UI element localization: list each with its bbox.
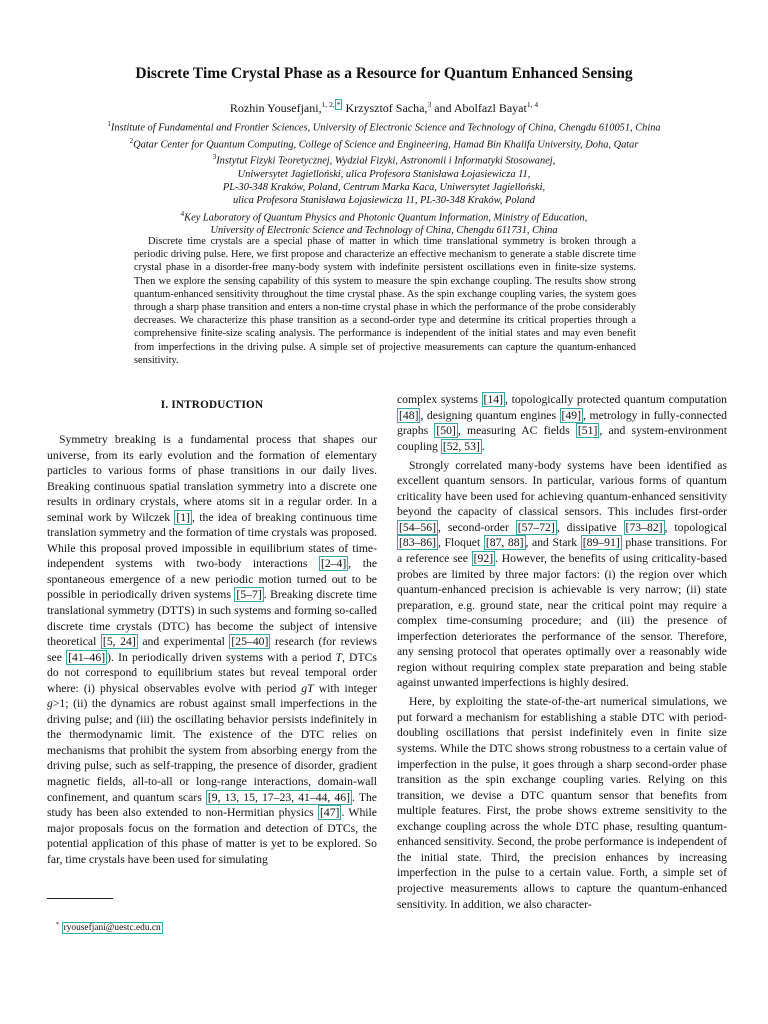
affiliation-list [60,118,708,238]
paper-title: Discrete Time Crystal Phase as a Resource for Quantum Enhanced Sensing [135,65,633,82]
affiliation-line [60,168,708,181]
citation-link[interactable]: [49] [561,408,582,422]
footnote-email-link[interactable]: ryousefjani@uestc.edu.cn [63,923,161,934]
footnote [56,919,163,934]
citation-link[interactable]: [9, 13, 15, 17–23, 41–44, 46] [207,790,351,804]
affiliation-line [60,135,708,152]
math-symbol: T [335,650,342,664]
body-paragraph: Symmetry breaking is a fundamental process that shapes our universe, from its early evolution and the formation of elementary particles to various forms of phase transitions in our daily lives. Breaking continuous spatial translation symmetry into a discrete one results in ordinary crystals, where atoms sit in a regular order. In a seminal work by Wilczek [1] , the idea of breaking continuous time translation symmetry and the formation of time crystals was proposed. While this proposal proved impossible in equilibrium states of time-independent systems with two-body interactions [2–4] , the spontaneous emergence of a new periodic motion turned out to be possible in periodically driven systems [5–7] . Breaking discrete time translational symmetry (DTTS) in such systems and forming so-called discrete time crystals (DTC) has become the subject of intensive theoretical [5, 24] and experimental [25–40] research (for reviews see [41–46] ). In periodically driven systems with a period T, DTCs do not correspond to equilibrium states but reveal temporal order where: (i) physical observables evolve with period gT with integer g>1; (ii) the dynamics are robust against small imperfections in the driving pulse; and (iii) the oscillating behavior persists indefinitely in the thermodynamic limit. The existence of the DTC relies on mechanisms that prohibit the system from absorbing energy from the driving pulse, such as self-trapping, the presence of disorder, gradient magnetic fields, all-to-all or long-range interactions, domain-wall confinement, and quantum scars [9, 13, 15, 17–23, 41–44, 46] . The study has been also extended to non-Hermitian physics [47] . While major proposals focus on the formation and detection of DTCs, the potential application of this phase of matter is yet to be explored. So far, time crystals have been used for simulating [47,433,378,866]
footnote-divider [47,898,113,899]
affiliation-line [60,194,708,207]
right-column-body [397,392,727,912]
left-column-body [47,432,377,867]
body-paragraph: Strongly correlated many-body systems have been identified as excellent quantum sensors. In particular, various forms of quantum criticality have been used for achieving quantum-enhanced sensitivity beyond the capacity of classical sensors. This includes first-order [54–56] , second-order [57–72] , dissipative [73–82] , topological [83–86] , Floquet [87, 88] , and Stark [89–91] phase transitions. For a reference see [92] . However, the benefits of using criticality-based probes are limited by three major factors: (i) the region over which quantum-enhanced precision is achievable is very narrow; (ii) state preparation, e.g. ground state, near the critical point may require a complex time-consuming procedure; and (iii) the presence of imperfection deteriorates the performance of the sensor. Therefore, any sensing protocol that operates optimally over a reasonably wide region without requiring complex state preparation and being stable against unwanted imperfections is highly desired. [397,458,727,690]
affiliation-number: 4 [180,209,185,218]
citation-link[interactable]: [73–82] [625,520,663,534]
citation-link[interactable]: [2–4] [320,557,347,571]
author-name: and Abolfazl Bayat [434,101,527,115]
citation-link[interactable]: [87, 88] [485,536,524,550]
math-symbol: gT [301,681,314,695]
author-affiliation-marker: 1, 4 [526,100,539,109]
affiliation-number: 3 [212,153,217,162]
abstract [134,235,636,367]
author-affiliation-marker: 1, 2, [321,100,335,109]
affiliation-text: PL-30-348 Kraków, Poland, Centrum Marka Kaca, Uniwersytet Jagielloński, [222,182,546,194]
author-name: Krzysztof Sacha, [345,101,428,115]
affiliation-text: ulica Profesora Stanisława Łojasiewicza 11, PL-30-348 Kraków, Poland [232,195,535,207]
citation-link[interactable]: [48] [399,408,419,422]
body-paragraph: complex systems [14] , topologically protected quantum computation [48] , designing quantum engines [49] , metrology in fully-connected graphs [50] , measuring AC fields [51] , and system-environment coupling [52, 53] . [397,393,727,453]
body-paragraph: Here, by exploiting the state-of-the-art numerical simulations, we put forward a mechanism for establishing a stable DTC with period-doubling oscillations that persist indefinitely even in finite size systems. While the DTC shows strong robustness to a certain value of imperfection in the pulse, it goes through a sharp second-order phase transition as the spin exchange coupling varies. Relying on this transition, we devise a DTC quantum sensor that benefits from multiple features. First, the probe shows extreme sensitivity to the exchange coupling across the whole DTC phase, resulting quantum-enhanced sensitivity. Second, the probe performance is independent of the initial state. Third, the precision enhances by increasing imperfection in the pulse to a certain value. Forth, a simple set of projective measurements allows to capture the quantum-enhanced sensitivity. In addition, we also character- [397,695,727,911]
right-column [397,392,727,912]
citation-link[interactable]: [41–46] [68,650,106,664]
citation-link[interactable]: [5, 24] [102,635,136,649]
citation-link[interactable]: [89–91] [582,536,620,550]
citation-link[interactable]: [1] [176,510,191,524]
affiliation-text: Instytut Fizyki Teoretycznej, Wydział Fizyki, Astronomii i Informatyki Stosowanej, [216,155,556,167]
affiliation-text: Qatar Center for Quantum Computing, College of Science and Engineering, Hamad Bin Khalifa University, Doha, Qatar [133,139,639,151]
corresponding-author-link[interactable]: * [336,100,341,109]
affiliation-text: Uniwersytet Jagielloński, ulica Profesora Stanisława Łojasiewicza 11, [237,169,531,181]
citation-link[interactable]: [25–40] [231,635,269,649]
affiliation-number: 2 [129,136,134,145]
affiliation-line [60,151,708,168]
abstract-text: Discrete time crystals are a special phase of matter in which time translational symmetry is broken through a periodic driving pulse. Here, we first propose and characterize an effective mechanism to generate a stable discrete time crystal phase in a disorder-free many-body system with indefinite persistent oscillations even in finite-size systems. Then we explore the sensing capability of this system to measure the spin exchange coupling. The results show strong quantum-enhanced sensitivity throughout the time crystal phase. As the spin exchange coupling varies, the system goes through a sharp phase transition and enters a non-time crystal phase in which the performance of the probe considerably decreases. We characterize this phase transition as a second-order type and determine its critical properties through a comprehensive finite-size scaling analysis. The performance is independent of the initial states and may even benefit from imperfections in the driving pulse. A simple set of projective measurements can capture the quantum-enhanced sensitivity. [134,236,636,366]
affiliation-line [60,208,708,225]
citation-link[interactable]: [57–72] [517,520,555,534]
author-name: Rozhin Yousefjani, [229,101,322,115]
author-affiliation-marker: 3 [427,100,432,109]
math-symbol: g [47,697,53,711]
affiliation-number: 1 [107,120,111,128]
left-column [47,392,377,867]
citation-link[interactable]: [51] [577,424,598,438]
citation-link[interactable]: [83–86] [399,536,437,550]
affiliation-text: University of Electronic Science and Technology of China, Chengdu 611731, China [210,225,558,237]
citation-link[interactable]: [50] [436,424,456,438]
affiliation-text: Key Laboratory of Quantum Physics and Photonic Quantum Information, Ministry of Education, [184,212,588,224]
affiliation-line [60,118,708,135]
citation-link[interactable]: [47] [319,806,340,820]
affiliation-text: Institute of Fundamental and Frontier Sciences, University of Electronic Science and Technology of China, Chengdu 610051, China [110,122,661,134]
footnote-marker: * [56,921,60,928]
citation-link[interactable]: [52, 53] [442,439,480,453]
citation-link[interactable]: [92] [473,551,494,565]
citation-link[interactable]: [14] [483,393,504,406]
author-list [60,97,708,116]
section-heading: I. INTRODUCTION [160,399,264,411]
citation-link[interactable]: [5–7] [236,588,262,602]
citation-link[interactable]: [54–56] [399,520,437,534]
affiliation-line [60,181,708,194]
